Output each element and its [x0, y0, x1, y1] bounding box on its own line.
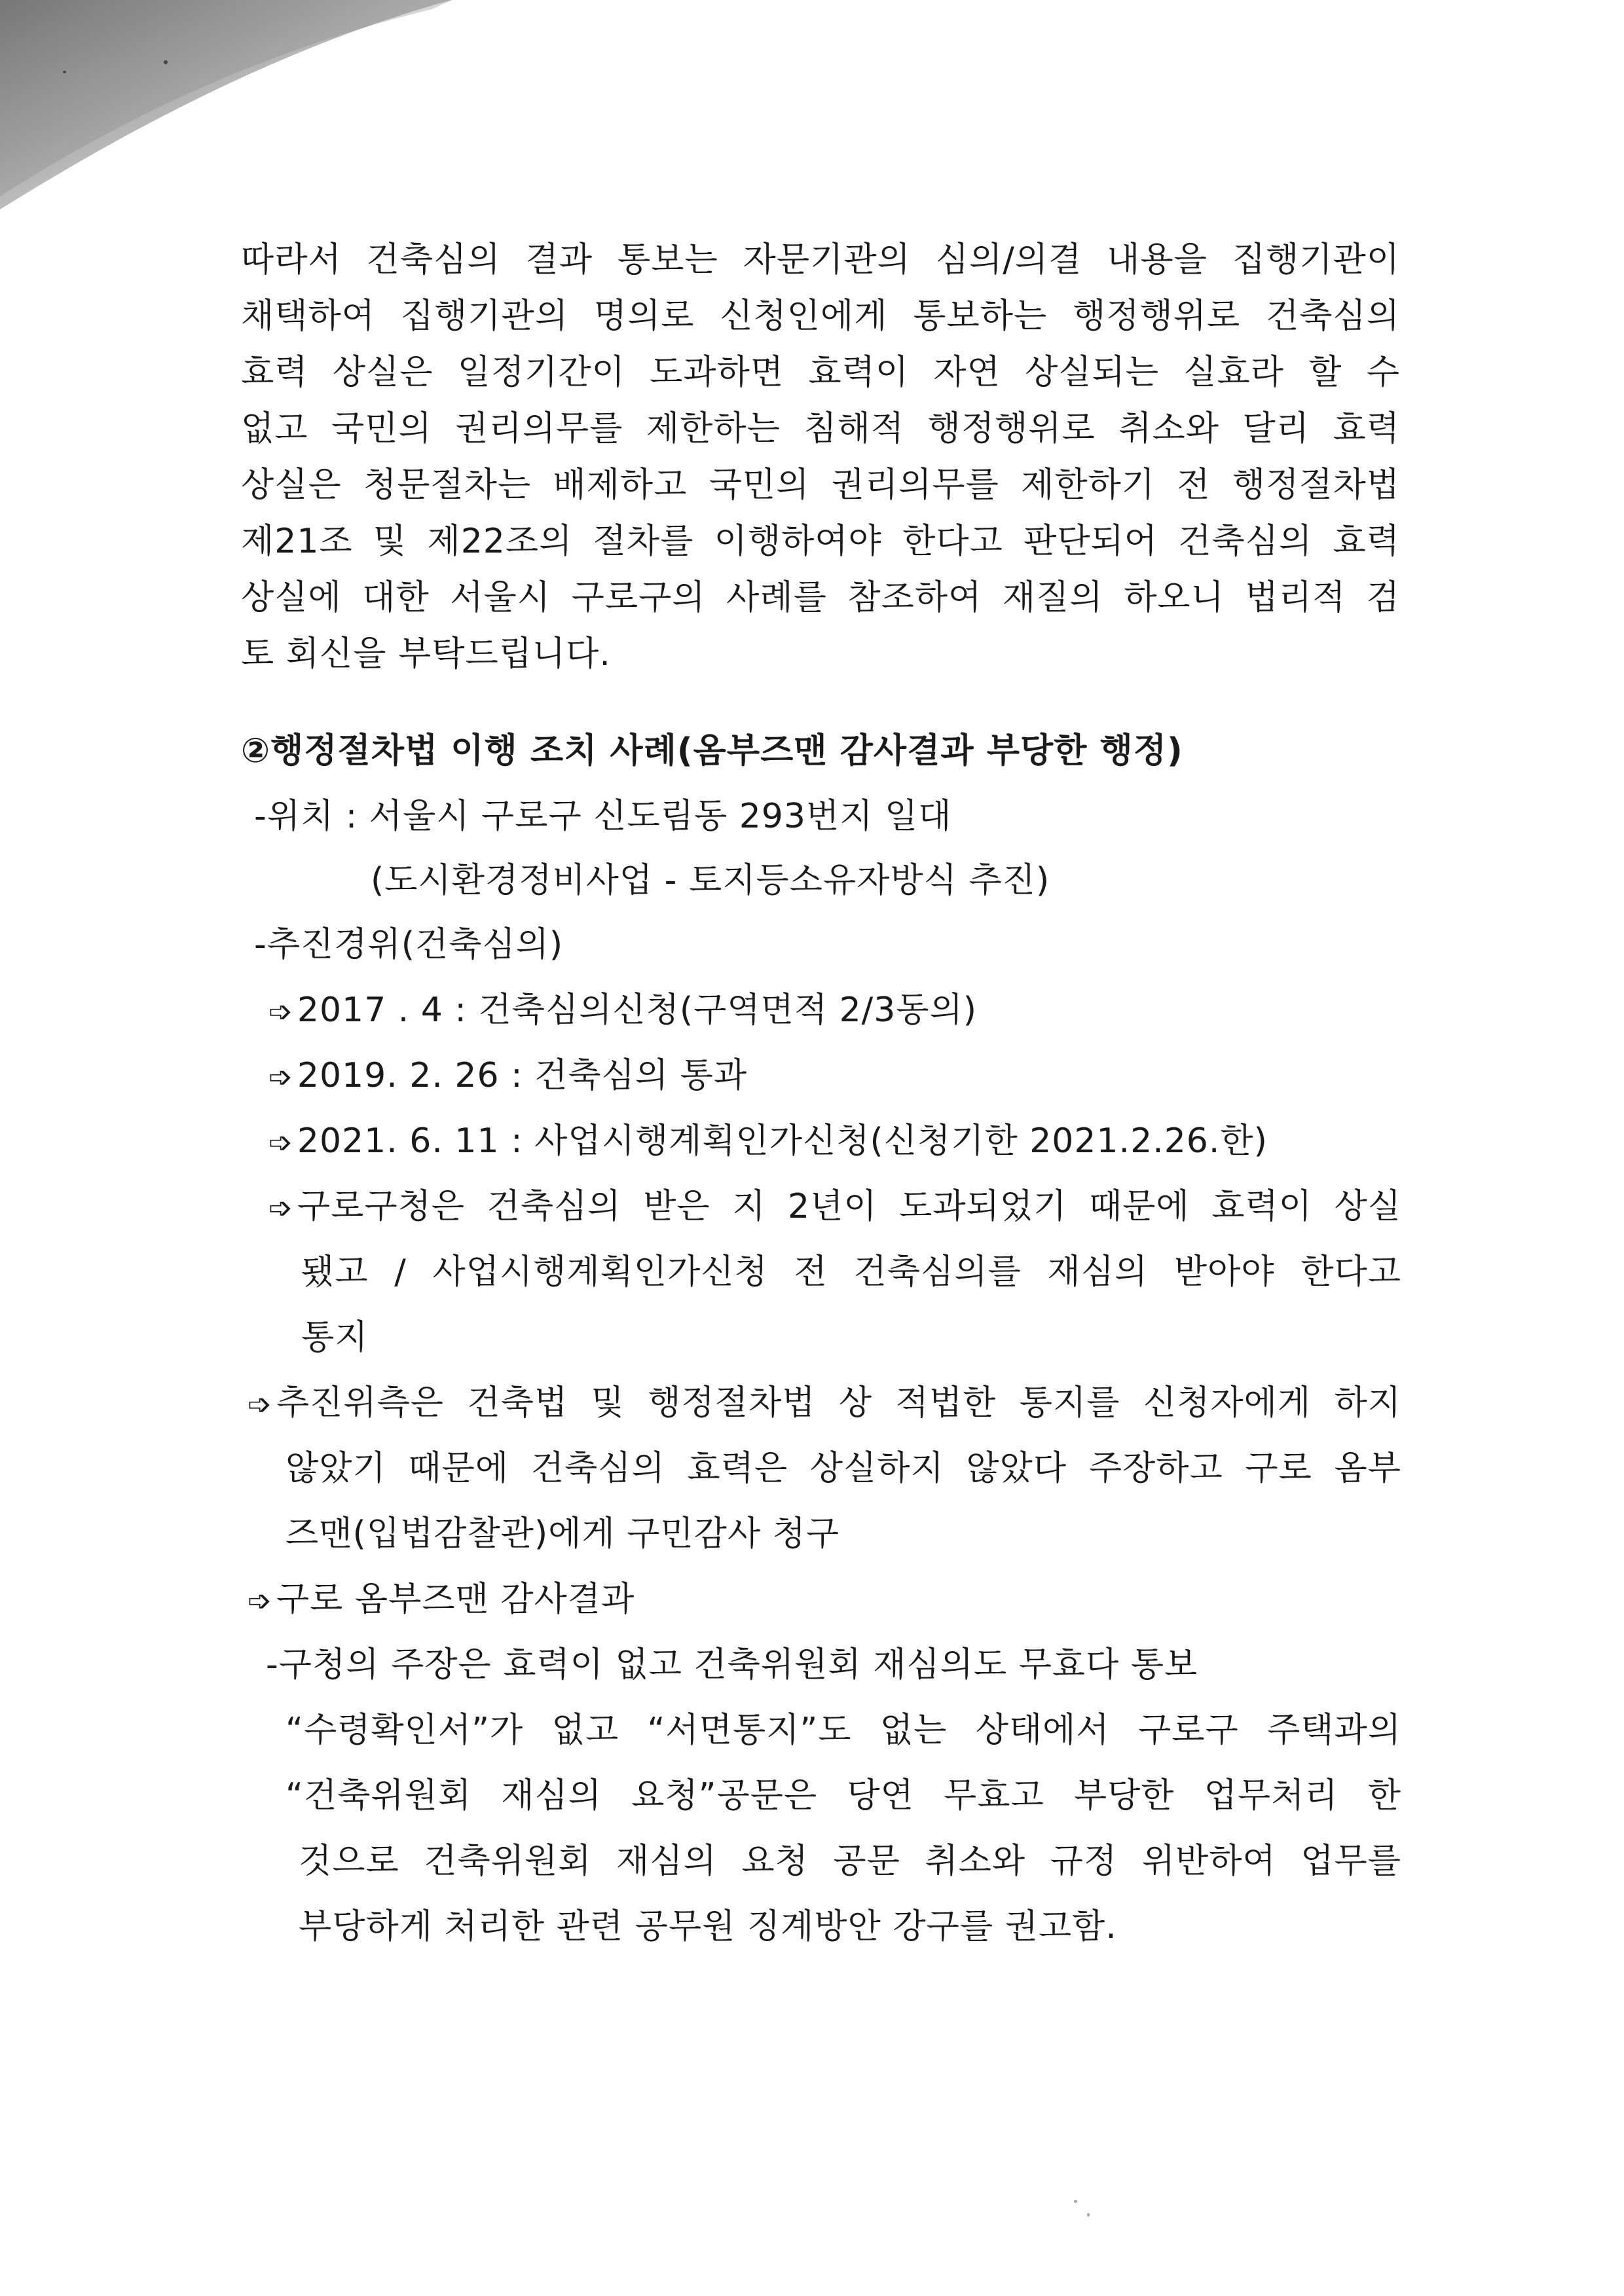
paragraph-line-8: 토 회신을 부탁드립니다. [241, 634, 611, 674]
audit-result-line-5: 부당하게 처리한 관련 공무원 징계방안 강구를 권고함. [299, 1907, 1117, 1946]
timeline-item [268, 984, 977, 1038]
timeline-item [268, 1115, 1268, 1169]
paragraph-line-3: 효력 상실은 일정기간이 도과하면 효력이 자연 상실되는 실효라 할 수 [241, 353, 1400, 392]
arrow-right-icon: ➩ [248, 1584, 272, 1618]
scan-speck [1074, 2200, 1077, 2203]
paragraph-line-1: 따라서 건축심의 결과 통보는 자문기관의 심의/의결 내용을 집행기관이 [241, 240, 1400, 280]
paragraph-line-4: 없고 국민의 권리의무를 제한하는 침해적 행정행위로 취소와 달리 효력 [241, 409, 1400, 448]
page-curl-shadow [0, 0, 471, 216]
arrow-right-icon: ➩ [268, 1192, 293, 1225]
paragraph-line-7: 상실에 대한 서울시 구로구의 사례를 참조하여 재질의 하오니 법리적 검 [241, 578, 1400, 617]
paragraph-line-6: 제21조 및 제22조의 절차를 이행하여야 한다고 판단되어 건축심의 효력 [241, 522, 1400, 561]
arrow-right-icon: ➩ [248, 1388, 272, 1421]
audit-result-line-4: 것으로 건축위원회 재심의 요청 공문 취소와 규정 위반하여 업무를 [299, 1842, 1401, 1881]
district-notice-line-3: 통지 [301, 1318, 369, 1357]
location-line: -위치 : 서울시 구로구 신도림동 293번지 일대 [254, 797, 952, 836]
promoter-claim-text: 추진위측은 건축법 및 행정절차법 상 적법한 통지를 신청자에게 하지 [276, 1383, 1401, 1423]
scan-speck [63, 71, 66, 73]
audit-result-line-2: “수령확인서”가 없고 “서면통지”도 없는 상태에서 구로구 주택과의 [286, 1711, 1401, 1750]
audit-heading [248, 1573, 635, 1628]
section-heading: ②행정절차법 이행 조치 사례(옴부즈맨 감사결과 부당한 행정) [241, 731, 1183, 771]
progress-heading: -추진경위(건축심의) [254, 925, 564, 964]
scan-speck [164, 60, 168, 64]
promoter-claim-line-3: 즈맨(입법감찰관)에게 구민감사 청구 [286, 1514, 840, 1554]
paragraph-line-5: 상실은 청문절차는 배제하고 국민의 권리의무를 제한하기 전 행정절차법 [241, 465, 1400, 505]
timeline-item [268, 1049, 747, 1104]
district-notice-line-1 [268, 1180, 1401, 1235]
arrow-right-icon: ➩ [268, 995, 293, 1029]
timeline-text: 2019. 2. 26 : 건축심의 통과 [297, 1056, 748, 1095]
audit-result-line-3: “건축위원회 재심의 요청”공문은 당연 무효고 부당한 업무처리 한 [286, 1776, 1401, 1815]
district-notice-line-2: 됐고 / 사업시행계획인가신청 전 건축심의를 재심의 받아야 한다고 [301, 1252, 1401, 1292]
promoter-claim-line-1 [248, 1377, 1401, 1431]
scan-speck [1087, 2213, 1090, 2217]
timeline-text: 2021. 6. 11 : 사업시행계획인가신청(신청기한 2021.2.26.한) [297, 1121, 1268, 1161]
audit-result-line-1: -구청의 주장은 효력이 없고 건축위원회 재심의도 무효다 통보 [266, 1645, 1198, 1685]
paragraph-line-2: 채택하여 집행기관의 명의로 신청인에게 통보하는 행정행위로 건축심의 [241, 297, 1400, 336]
audit-heading-text: 구로 옴부즈맨 감사결과 [276, 1580, 635, 1619]
location-detail: (도시환경정비사업 - 토지등소유자방식 추진) [371, 861, 1050, 900]
arrow-right-icon: ➩ [268, 1061, 293, 1094]
district-notice-text: 구로구청은 건축심의 받은 지 2년이 도과되었기 때문에 효력이 상실 [297, 1187, 1401, 1226]
arrow-right-icon: ➩ [268, 1126, 293, 1159]
promoter-claim-line-2: 않았기 때문에 건축심의 효력은 상실하지 않았다 주장하고 구로 옴부 [286, 1449, 1401, 1488]
timeline-text: 2017 . 4 : 건축심의신청(구역면적 2/3동의) [297, 991, 978, 1030]
